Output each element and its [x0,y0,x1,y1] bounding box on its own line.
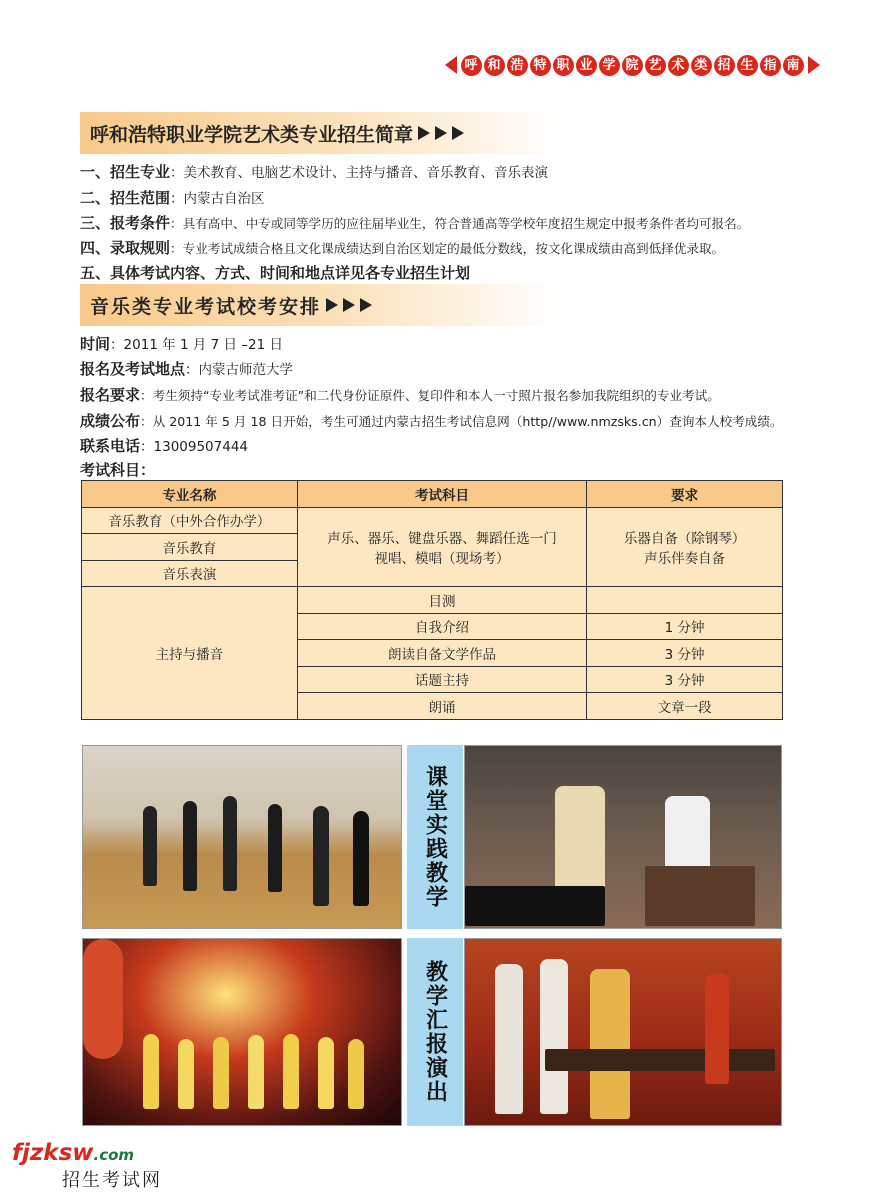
triangle-icon [452,126,464,140]
stage-performance-photo [82,938,402,1126]
major-cell: 音乐教育（中外合作办学） [82,507,298,534]
requirement-cell: 文章一段 [587,693,783,720]
subject-cell: 朗读自备文学作品 [297,640,587,667]
subject-cell: 自我介绍 [297,613,587,640]
music-subjects-cell: 声乐、器乐、键盘乐器、舞蹈任选一门 视唱、模唱（现场考） [297,507,587,587]
apply-conditions-line: 三、报考条件：具有高中、中专或同等学历的应往届毕业生，符合普通高等学校年度招生规定中报考条件者均可报名。 [80,214,750,232]
instrument-performance-photo [464,938,782,1126]
section2-title: 音乐类专业考试校考安排 [90,295,322,318]
requirement-cell: 3 分钟 [587,666,783,693]
logo-brand: fjzksw.com [12,1140,135,1166]
requirement-cell: 3 分钟 [587,640,783,667]
guide-banner [440,52,824,78]
registration-requirements-line: 报名要求：考生须持“专业考试准考证”和二代身份证原件、复印件和本人一寸照片报名参加我院组织的专业考试。 [80,386,720,404]
exam-subjects-table [81,480,783,720]
table-header-cell: 考试科目 [297,481,587,508]
piano-class-photo [464,745,782,929]
enroll-majors-line: 一、招生专业：美术教育、电脑艺术设计、主持与播音、音乐教育、音乐表演 [80,163,549,181]
exam-location-line: 报名及考试地点：内蒙古师范大学 [80,360,294,378]
classroom-practice-label: 课堂实践教学 [407,745,463,929]
requirement-cell: 1 分钟 [587,613,783,640]
major-cell: 音乐表演 [82,560,298,587]
table-row [82,587,783,614]
triangle-icon [326,298,338,312]
subject-cell: 目测 [297,587,587,614]
section1-title: 呼和浩特职业学院艺术类专业招生简章 [90,123,414,146]
exam-time-line: 时间：2011 年 1 月 7 日 –21 日 [80,335,284,353]
section2-title-bar [80,284,560,326]
contact-phone-line: 联系电话：13009507444 [80,437,248,455]
exam-subjects-label: 考试科目： [80,461,156,479]
requirement-cell [587,587,783,614]
table-header-cell: 要求 [587,481,783,508]
triangle-icon [418,126,430,140]
triangle-icon [343,298,355,312]
logo-subtitle: 招生考试网 [62,1170,162,1191]
banner-left-arrow-icon [445,56,457,74]
subject-cell: 朗诵 [297,693,587,720]
triangle-icon [435,126,447,140]
banner-chars: 呼 和 浩 特 职 业 学 院 艺 术 类 招 生 指 南 [461,55,804,76]
admission-rules-line: 四、录取规则：专业考试成绩合格且文化课成绩达到自治区划定的最低分数线，按文化课成绩由高到低择优录取。 [80,239,725,257]
teaching-showcase-label: 教学汇报演出 [407,938,463,1126]
site-logo [12,1140,182,1190]
table-header-cell: 专业名称 [82,481,298,508]
table-row [82,507,783,534]
table-header-row [82,481,783,508]
section1-title-bar [80,112,560,154]
host-major-cell: 主持与播音 [82,587,298,720]
banner-right-arrow-icon [808,56,820,74]
dance-class-photo [82,745,402,929]
exam-details-line: 五、具体考试内容、方式、时间和地点详见各专业招生计划 [80,264,471,282]
triangle-icon [360,298,372,312]
music-requirements-cell: 乐器自备（除钢琴） 声乐伴奏自备 [587,507,783,587]
major-cell: 音乐教育 [82,534,298,561]
results-announcement-line: 成绩公布：从 2011 年 5 月 18 日开始，考生可通过内蒙古招生考试信息网（http//www.nmzsks.cn）查询本人校考成绩。 [80,412,783,430]
enroll-scope-line: 二、招生范围：内蒙古自治区 [80,189,265,207]
subject-cell: 话题主持 [297,666,587,693]
